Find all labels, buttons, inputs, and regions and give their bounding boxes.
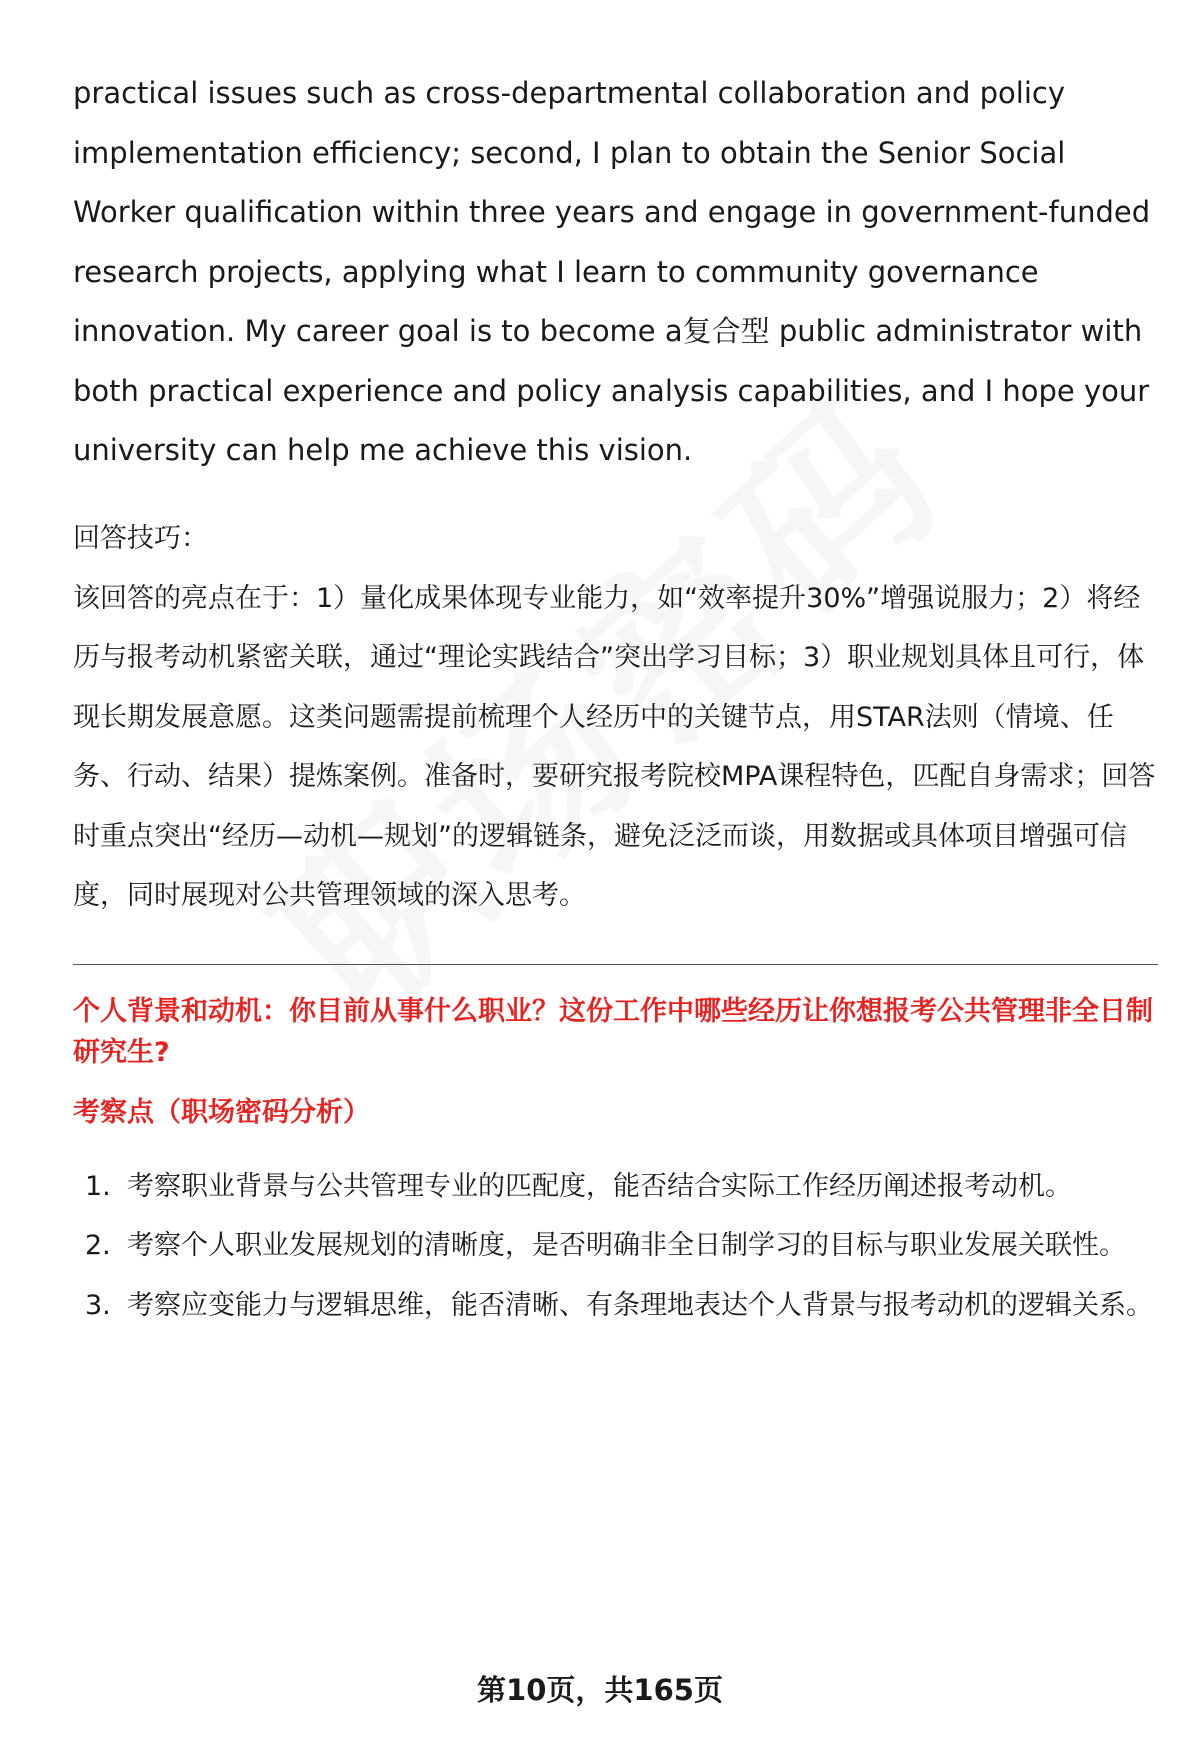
list-item-number: 2.	[85, 1230, 111, 1261]
assessment-heading: 考察点（职场密码分析）	[73, 1096, 370, 1128]
list-item	[73, 1157, 1158, 1217]
tips-heading: 回答技巧：	[73, 522, 208, 554]
assessment-list	[73, 1157, 1158, 1336]
tips-body: 该回答的亮点在于：1）量化成果体现专业能力，如“效率提升30%”增强说服力；2）将经历与报考动机紧密关联，通过“理论实践结合”突出学习目标；3）职业规划具体且可行，体现长期发展意愿。这类问题需提前梳理个人经历中的关键节点，用STAR法则（情境、任务、行动、结果）提炼案例。准备时，要研究报考院校MPA课程特色，匹配自身需求；回答时重点突出“经历—动机—规划”的逻辑链条，避免泛泛而谈，用数据或具体项目增强可信度，同时展现对公共管理领域的深入思考。	[73, 582, 1156, 911]
list-item-text: 考察应变能力与逻辑思维，能否清晰、有条理地表达个人背景与报考动机的逻辑关系。	[127, 1289, 1153, 1321]
list-item-number: 3.	[85, 1289, 111, 1321]
list-item	[73, 1276, 1158, 1336]
page-number: 第10页，共165页	[477, 1673, 723, 1707]
list-item-text: 考察个人职业发展规划的清晰度，是否明确非全日制学习的目标与职业发展关联性。	[127, 1230, 1126, 1261]
page-content	[73, 64, 1158, 1335]
list-item-text: 考察职业背景与公共管理专业的匹配度，能否结合实际工作经历阐述报考动机。	[127, 1170, 1072, 1202]
list-item-number: 1.	[85, 1170, 111, 1202]
list-item	[73, 1216, 1158, 1276]
question-heading: 个人背景和动机：你目前从事什么职业？这份工作中哪些经历让你想报考公共管理非全日制研究生?	[73, 995, 1153, 1068]
intro-paragraph: practical issues such as cross-departmental collaboration and policy implementation efficiency; second, I plan to obtain the Senior Social Worker qualification within three years and engage in government-funded research projects, applying what I learn to community governance innovation. My career goal is to become a复合型 public administrator with both practical experience and policy analysis capabilities, and I hope your university can help me achieve this vision.	[73, 76, 1151, 467]
section-divider	[73, 964, 1158, 965]
